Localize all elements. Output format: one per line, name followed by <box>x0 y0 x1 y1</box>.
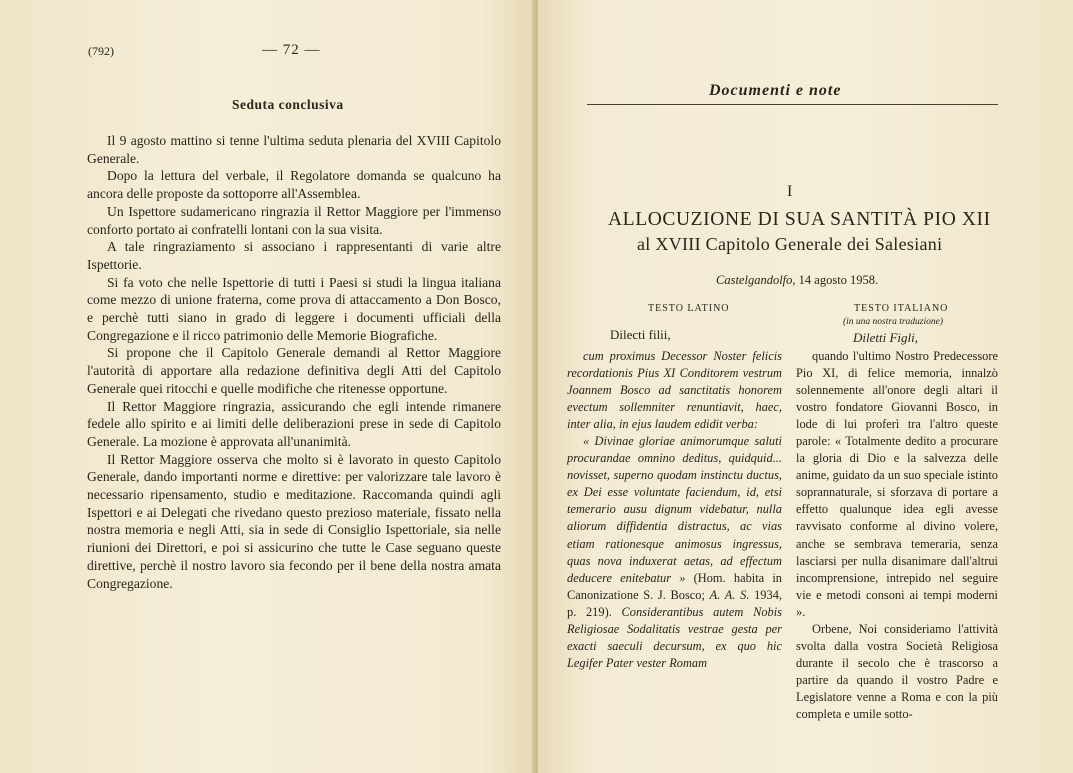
paragraph: Il Rettor Maggiore osserva che molto si è lavorato in questo Capitolo Generale, dando importanti norme e direttive: per valorizzare tale lavoro è necessario ripensamento, studio e meditazione. Raccomanda quindi agli Ispettori e ai Delegati che rivedano questo prezioso materiale, fissato nella nostra memoria e negli Atti, sia in sede di Consiglio Ispettoriale, sia nelle riunioni dei Direttori, e poi si assicurino che tutte le Case seguano queste direttive, perchè il nostro lavoro sia fecondo per il bene della nostra amata Congregazione. <box>87 451 501 591</box>
place-date <box>716 273 878 288</box>
section-title: Seduta conclusiva <box>232 97 344 112</box>
italian-paragraph: Orbene, Noi consideriamo l'attività svolta dalla vostra Società Religiosa durante il secolo che è trascorso a partire da quando il vostro Padre e Legislatore venne a Roma e con la più completa e umile sotto- <box>796 621 998 721</box>
page-number: — 72 — <box>262 42 321 58</box>
left-body-text <box>87 132 501 592</box>
latin-quote: « Divinae gloriae animorumque saluti procurandae omnino deditus, quidquid... novisset, superno quodam instinctu ductus, ex Dei esse voluntate faciendum, id, etsi temerario ausu dignum videbatur, nulla aliorum diffidentia distractus, ac vias etiam rationesque animosus ingressus, quas nova induxerat aetas, ad effectum deducere enitebatur » <box>567 434 782 585</box>
italian-column <box>796 348 998 723</box>
paragraph: Si fa voto che nelle Ispettorie di tutti i Paesi si studi la lingua italiana come mezzo di unione fraterna, come prova di attaccamento a Don Bosco, e perchè tutti siano in grado di leggere i documenti ufficiali della Congregazione e il ricco patrimonio delle Memorie Biografiche. <box>87 274 501 343</box>
latin-paragraph: cum proximus Decessor Noster felicis recordationis Pius XI Conditorem vestrum Joannem Bosco ad sanctitatis honorem evectum sollemniter renuntiavit, haec, inter alia, in ejus laudem edidit verba: <box>567 349 782 432</box>
left-page <box>0 0 535 773</box>
date: 14 agosto 1958. <box>798 273 879 287</box>
paragraph: Il 9 agosto mattino si tenne l'ultima seduta plenaria del XVIII Capitolo Generale. <box>87 133 501 166</box>
paragraph: Un Ispettore sudamericano ringrazia il Rettor Maggiore per l'immenso conforto portato ai confratelli lontani con la sua visita. <box>87 203 501 237</box>
header-rule <box>587 104 998 105</box>
italian-paragraph: quando l'ultimo Nostro Predecessore Pio XI, di felice memoria, innalzò solennemente all'onore degli altari il vostro fondatore Giovanni Bosco, in lode di lui proferì tra l'altro queste parole: « Totalmente dedito a procurare la gloria di Dio e la salvezza delle anime, guidato da un suo speciale istinto soprannaturale, si sforzava di portare a effetto qualunque idea egli avesse ravvisato conforme al divino volere, anche se sembrava temeraria, senza lasciarsi per nulla disanimare dall'altrui incomprensione, intrepido nel seguire vie e metodi consoni ai tempi moderni ». <box>796 349 998 619</box>
paragraph: Si propone che il Capitolo Generale demandi al Rettor Maggiore l'autorità di apportare alla redazione definitiva degli Atti del Capitolo Generale quei ritocchi e quelle modifiche che ritenesse opportune. <box>87 345 501 396</box>
italian-column-subheading: (in una nostra traduzione) <box>843 317 944 327</box>
latin-paragraph <box>567 433 782 672</box>
page-code: (792) <box>88 44 114 58</box>
latin-column-heading: TESTO LATINO <box>648 303 730 314</box>
latin-citation-source: A. A. S. <box>709 587 750 602</box>
document-subtitle: al XVIII Capitolo Generale dei Salesiani <box>637 234 943 254</box>
italian-salutation: Diletti Figli, <box>853 330 918 345</box>
latin-citation-year: 1934, p. 219). <box>567 587 782 619</box>
latin-column <box>567 348 782 672</box>
latin-continuation: Considerantibus autem Nobis Religiosae Sodalitatis vestrae gesta per exacti saeculi decursum, ex quo hic Legifer Pater vester Romam <box>567 604 782 670</box>
section-number: I <box>787 183 793 200</box>
paragraph: Dopo la lettura del verbale, il Regolatore domanda se qualcuno ha ancora delle proposte da sottoporre all'Assemblea. <box>87 168 501 202</box>
latin-citation: (Hom. habita in Canonizatione S. J. Bosco; <box>567 570 782 602</box>
document-title: ALLOCUZIONE DI SUA SANTITÀ PIO XII <box>608 209 991 230</box>
paragraph: A tale ringraziamento si associano i rappresentanti di varie altre Ispettorie. <box>87 239 501 272</box>
paragraph: Il Rettor Maggiore ringrazia, assicurando che egli intende rimanere fedele allo spirito e ai limiti delle deliberazioni prese in sede di Capitolo Generale. La mozione è approvata all'unanimità. <box>87 398 501 449</box>
italian-column-heading: TESTO ITALIANO <box>854 303 949 314</box>
latin-salutation: Dilecti filii, <box>610 327 671 342</box>
place: Castelgandolfo, <box>716 273 796 287</box>
running-head: Documenti e note <box>709 82 842 99</box>
